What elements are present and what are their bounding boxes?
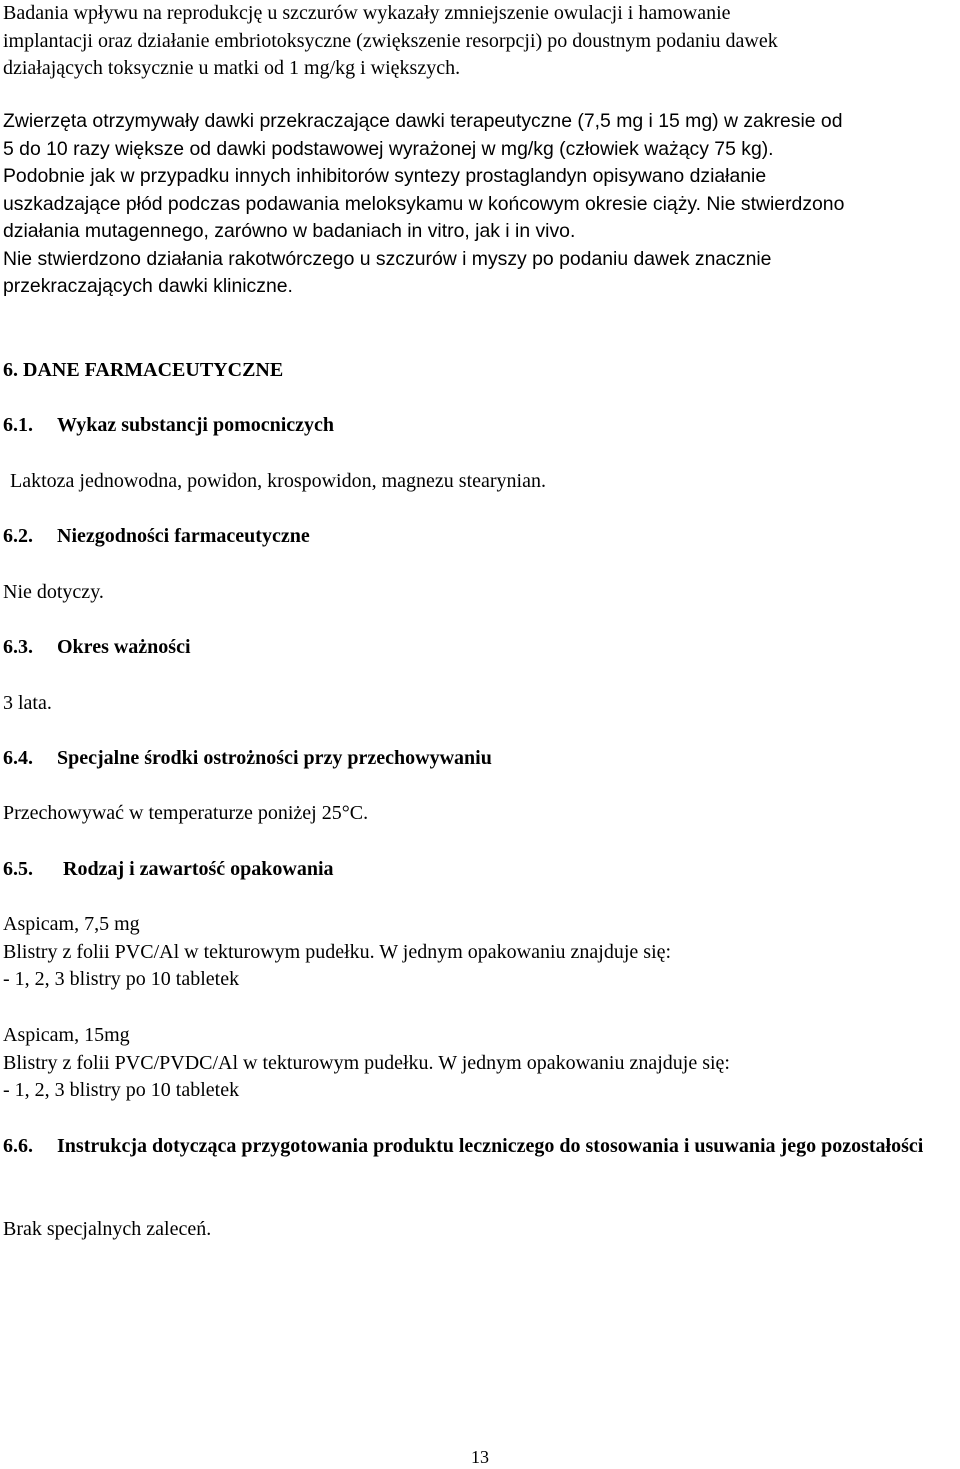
section-title: Okres ważności	[57, 636, 191, 658]
paragraph-line: przekraczających dawki kliniczne.	[3, 275, 293, 297]
section-number: 6.3.	[3, 636, 33, 658]
package-line: Aspicam, 7,5 mg	[3, 913, 140, 935]
section-number: 6.5.	[3, 858, 33, 880]
section-number: 6.6.	[3, 1135, 33, 1157]
section-6-1-heading	[3, 412, 334, 440]
incompatibilities-text: Nie dotyczy.	[3, 581, 104, 603]
handling-text: Brak specjalnych zaleceń.	[3, 1218, 212, 1240]
shelf-life-text: 3 lata.	[3, 692, 52, 714]
package-7-5mg	[3, 911, 671, 994]
paragraph-line: 5 do 10 razy większe od dawki podstawowej wyrażonej w mg/kg (człowiek ważący 75 kg).	[3, 137, 774, 160]
paragraph-line: Badania wpływu na reprodukcję u szczurów wykazały zmniejszenie owulacji i hamowanie	[3, 2, 731, 24]
paragraph-line: Podobnie jak w przypadku innych inhibitorów syntezy prostaglandyn opisywano działanie	[3, 165, 767, 187]
package-line: - 1, 2, 3 blistry po 10 tabletek	[3, 968, 240, 990]
package-line: Aspicam, 15mg	[3, 1024, 130, 1046]
section-6-5-heading	[3, 856, 334, 884]
section-6-heading: 6. DANE FARMACEUTYCZNE	[3, 359, 284, 381]
paragraph-line: implantacji oraz działanie embriotoksyczne (zwiększenie resorpcji) po doustnym podaniu dawek	[3, 29, 778, 52]
section-6-2-heading	[3, 523, 310, 551]
package-15mg	[3, 1022, 730, 1105]
package-line: - 1, 2, 3 blistry po 10 tabletek	[3, 1079, 240, 1101]
paragraph-line: działania mutagennego, zarówno w badaniach in vitro, jak i in vivo.	[3, 220, 576, 242]
toxicity-paragraph	[3, 108, 844, 301]
section-6-4-heading	[3, 745, 492, 773]
excipients-text: Laktoza jednowodna, powidon, krospowidon, magnezu stearynian.	[10, 470, 546, 492]
section-title: Niezgodności farmaceutyczne	[57, 525, 310, 547]
storage-text: Przechowywać w temperaturze poniżej 25°C.	[3, 802, 369, 824]
section-6-3-heading	[3, 634, 191, 662]
package-line: Blistry z folii PVC/PVDC/Al w tekturowym pudełku. W jednym opakowaniu znajduje się:	[3, 1051, 730, 1074]
paragraph-line: działających toksycznie u matki od 1 mg/kg i większych.	[3, 57, 461, 79]
package-line: Blistry z folii PVC/Al w tekturowym pudełku. W jednym opakowaniu znajduje się:	[3, 940, 672, 963]
section-title: Instrukcja dotycząca przygotowania produktu leczniczego do stosowania i usuwania jego pozostałości	[57, 1135, 924, 1157]
section-number: 6.2.	[3, 525, 33, 547]
section-number: 6.4.	[3, 747, 33, 769]
paragraph-line: Zwierzęta otrzymywały dawki przekraczające dawki terapeutyczne (7,5 mg i 15 mg) w zakresie od	[3, 110, 843, 132]
section-title: Rodzaj i zawartość opakowania	[63, 858, 334, 880]
paragraph-line: uszkadzające płód podczas podawania meloksykamu w końcowym okresie ciąży. Nie stwierdzono	[3, 192, 845, 215]
section-title: Specjalne środki ostrożności przy przechowywaniu	[57, 747, 492, 769]
reproduction-paragraph	[3, 0, 778, 83]
page-number: 13	[471, 1447, 489, 1467]
paragraph-line: Nie stwierdzono działania rakotwórczego u szczurów i myszy po podaniu dawek znacznie	[3, 247, 772, 270]
section-number: 6.1.	[3, 414, 33, 436]
section-title: Wykaz substancji pomocniczych	[57, 414, 335, 436]
